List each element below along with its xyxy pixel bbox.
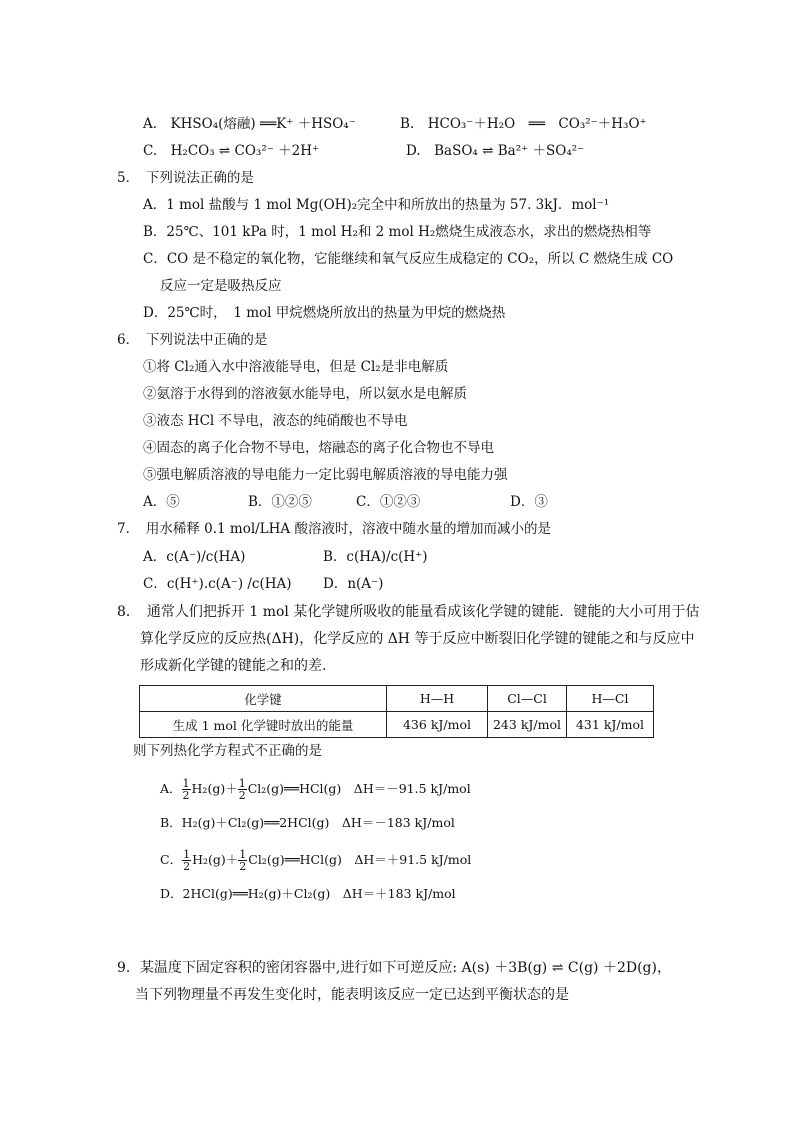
fraction-numerator: 1 <box>183 848 191 861</box>
q8-option-c-text2: Cl₂(g)══HCl(g) ΔH＝＋91.5 kJ/mol <box>248 852 472 867</box>
q7-option-c: C．c(H⁺).c(A⁻) /c(HA) <box>143 576 292 592</box>
fraction-denominator: 2 <box>238 789 246 802</box>
fraction-numerator: 1 <box>238 777 246 790</box>
fraction <box>182 778 191 801</box>
fraction <box>238 778 247 801</box>
fraction <box>238 849 247 872</box>
fraction <box>182 849 191 872</box>
q8-option-a <box>160 778 471 801</box>
q4-option-c: C. H₂CO₃ ⇌ CO₃²⁻ ＋2H⁺ <box>143 143 320 159</box>
fraction-denominator: 2 <box>239 860 247 873</box>
fraction-denominator: 2 <box>182 789 190 802</box>
q8-option-d: D．2HCl(g)══H₂(g)＋Cl₂(g) ΔH＝＋183 kJ/mol <box>160 886 456 901</box>
q8-option-c-text: H₂(g)＋ <box>192 852 239 867</box>
q8-ask: 则下列热化学方程式不正确的是 <box>133 743 322 759</box>
q7-option-a: A．c(A⁻)/c(HA) <box>143 549 246 565</box>
q6-statement-3: ③液态 HCl 不导电，液态的纯硝酸也不导电 <box>143 413 408 429</box>
fraction-numerator: 1 <box>239 848 247 861</box>
q5-option-c-line1: C．CO 是不稳定的氧化物，它能继续和氧气反应生成稳定的 CO₂，所以 C 燃烧生成 CO <box>143 251 674 267</box>
q6-option-a: A．⑤ <box>143 494 180 510</box>
q6-option-b: B．①②⑤ <box>248 494 312 510</box>
table-header-cell: 化学键 <box>140 686 387 712</box>
table-cell: 生成 1 mol 化学键时放出的能量 <box>140 712 387 738</box>
q8-option-b: B．H₂(g)＋Cl₂(g)══2HCl(g) ΔH＝－183 kJ/mol <box>160 815 455 830</box>
table-row <box>140 712 654 738</box>
table-header-cell: H—Cl <box>567 686 654 712</box>
q8-option-a-text2: Cl₂(g)══HCl(g) ΔH＝－91.5 kJ/mol <box>247 781 471 796</box>
q8-option-a-label: A． <box>160 781 182 796</box>
q6-statement-1: ①将 Cl₂通入水中溶液能导电，但是 Cl₂是非电解质 <box>143 359 449 375</box>
q6-option-c: C．①②③ <box>356 494 421 510</box>
q8-option-c <box>160 849 471 872</box>
q7-stem: 7． 用水稀释 0.1 mol/LHA 酸溶液时，溶液中随水量的增加而减小的是 <box>117 521 551 537</box>
bond-energy-table <box>139 685 654 738</box>
q6-option-d: D．③ <box>510 494 548 510</box>
q8-stem-line3: 形成新化学键的键能之和的差. <box>140 658 327 674</box>
q5-option-a: A．1 mol 盐酸与 1 mol Mg(OH)₂完全中和所放出的热量为 57. 3kJ．mol⁻¹ <box>143 197 610 213</box>
table-header-cell: Cl—Cl <box>488 686 567 712</box>
q5-option-b: B．25℃、101 kPa 时，1 mol H₂和 2 mol H₂燃烧生成液态水，求出的燃烧热相等 <box>143 224 652 240</box>
q4-option-a: A. KHSO₄(熔融) ══K⁺ ＋HSO₄⁻ <box>143 116 356 132</box>
q5-option-c-line2: 反应一定是吸热反应 <box>160 278 282 294</box>
q6-stem: 6． 下列说法中正确的是 <box>117 332 268 348</box>
q8-stem-line2: 算化学反应的反应热(ΔH)，化学反应的 ΔH 等于反应中断裂旧化学键的键能之和与反应中 <box>140 631 695 647</box>
table-header-cell: H—H <box>387 686 488 712</box>
q4-option-d: D. BaSO₄ ⇌ Ba²⁺ ＋SO₄²⁻ <box>406 143 585 159</box>
q6-statement-2: ②氨溶于水得到的溶液氨水能导电，所以氨水是电解质 <box>143 386 467 402</box>
q5-stem: 5． 下列说法正确的是 <box>117 170 254 186</box>
q5-option-d: D．25℃时， 1 mol 甲烷燃烧所放出的热量为甲烷的燃烧热 <box>143 305 506 321</box>
q8-stem-line1: 8． 通常人们把拆开 1 mol 某化学键所吸收的能量看成该化学键的键能．键能的大小可用于估 <box>117 604 700 620</box>
table-cell: 436 kJ/mol <box>387 712 488 738</box>
fraction-denominator: 2 <box>183 860 191 873</box>
q4-option-b: B. HCO₃⁻＋H₂O ══ CO₃²⁻＋H₃O⁺ <box>400 116 647 132</box>
fraction-numerator: 1 <box>182 777 190 790</box>
table-cell: 243 kJ/mol <box>488 712 567 738</box>
q8-option-c-label: C． <box>160 852 183 867</box>
q6-statement-5: ⑤强电解质溶液的导电能力一定比弱电解质溶液的导电能力强 <box>143 467 508 483</box>
q6-statement-4: ④固态的离子化合物不导电，熔融态的离子化合物也不导电 <box>143 440 494 456</box>
q9-line2: 当下列物理量不再发生变化时，能表明该反应一定已达到平衡状态的是 <box>135 987 569 1003</box>
q8-option-a-text: H₂(g)＋ <box>191 781 238 796</box>
q7-option-b: B．c(HA)/c(H⁺) <box>323 549 428 565</box>
table-cell: 431 kJ/mol <box>567 712 654 738</box>
q9-line1: 9．某温度下固定容积的密闭容器中,进行如下可逆反应: A(s) ＋3B(g) ⇌ C(g) ＋2D(g)， <box>117 960 671 976</box>
q7-option-d: D．n(A⁻) <box>323 576 384 592</box>
table-header-row <box>140 686 654 712</box>
